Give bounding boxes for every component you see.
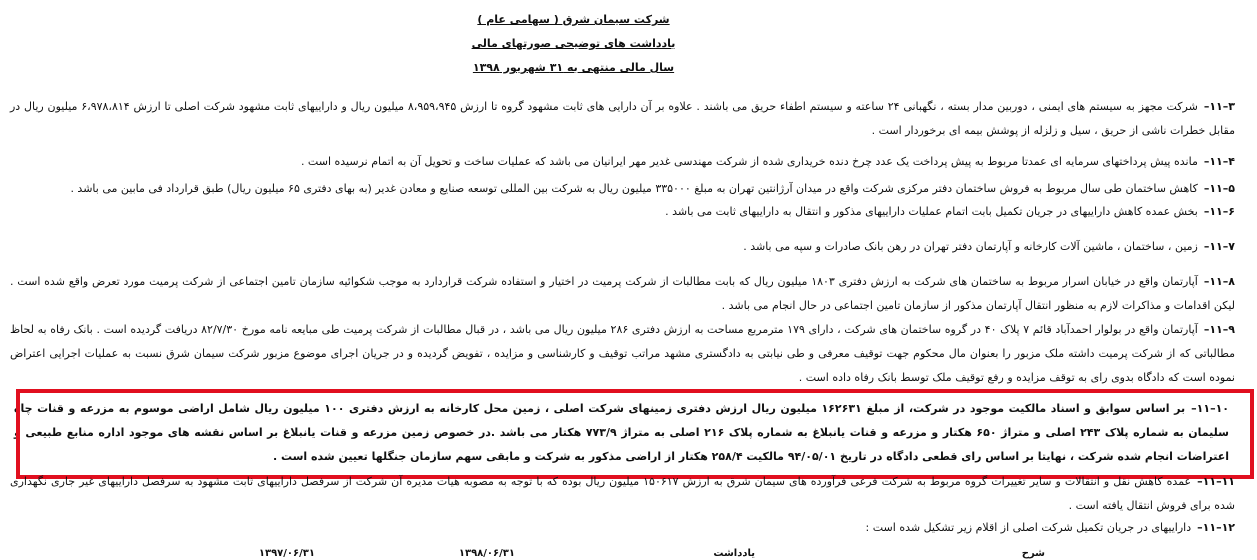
note-text: بر اساس سوابق و اسناد مالکیت موجود در شرکت، از مبلغ ۱۶۲۶۳۱ میلیون ریال ارزش دفتری زمینهای شرکت اصلی ، زمین محل کارخانه به ارزش دفتری ۱۰۰ میلیون ریال شامل اراضی موسوم به مزرعه و قنات چاه سلیمان به شماره پلاک ۲۴۳ اصلی و متراژ ۶۵۰ هکتار و مزرعه و قنات یانبلاغ به شماره پلاک ۲۱۶ اصلی به متراژ ۷۷۳/۹ هکتار می باشد .در خصوص زمین مزرعه و قنات یانبلاغ بر اساس نقشه های موجود اداره منابع طبیعی و اعتراضات انجام شده شرکت ، نهایتا بر اساس رای قطعی دادگاه در تاریخ ۹۴/۰۵/۰۱ مالکیت ۲۵۸/۴ هکتار از اراضی مذکور به شرکت و مابقی سهم سازمان جنگلها تعیین شده است . [14, 402, 1229, 463]
note-number: ۵–۱۱– [1203, 182, 1235, 195]
document-title: یادداشت های توضیحی صورتهای مالی [471, 37, 676, 50]
fiscal-period: سال مالی منتهی به ۳۱ شهریور ۱۳۹۸ [472, 61, 675, 74]
note-number: ۱۲–۱۱– [1197, 521, 1235, 534]
note-11-4 [10, 150, 1235, 174]
company-name: شرکت سیمان شرق ( سهامی عام ) [477, 13, 670, 26]
note-number: ۸–۱۱– [1203, 275, 1235, 288]
col-1397: ۱۳۹۷/۰۶/۳۱ [258, 548, 315, 559]
note-text: عمده کاهش نقل و انتقالات و سایر تغییرات گروه مربوط به شرکت فرعی فرآورده های سیمان شرق به ارزش ۱۵۰۶۱۷ میلیون ریال بوده که با توجه به مصوبه هیات مدیره آن شرکت از سرفصل داراییهای ثابت مشهود به سرفصل داراییهای غیر جاری نگهداری شده برای فروش انتقال یافته است . [10, 475, 1235, 512]
note-text: آپارتمان واقع در بولوار احمدآباد قائم ۷ پلاک ۴۰ در گروه ساختمان های شرکت ، دارای ۱۷۹ مترمربع مساحت به ارزش دفتری ۲۸۶ میلیون ریال می باشد ، در قبال مطالبات از شرکت پرمیت طی مبایعه نامه مورخ ۸۲/۷/۳۰ دریافت گردیده است . بانک رفاه به لحاظ مطالباتی که از شرکت پرمیت داشته ملک مزبور را بعنوان مال محکوم جهت توقیف معرفی و طی نیابتی به دادگستری مشهد مراتب توقیف و کارشناسی و مزایده ، تفویض گردیده و در جریان اجرای موضوع مزبور شرکت سیمان شرق نسبت به عملیات اجرایی اعتراض نموده است که دادگاه بدوی رای به توقف مزایده و رفع توقیف ملک توسط بانک رفاه داده است . [10, 323, 1235, 384]
note-11-11 [10, 470, 1235, 518]
note-number: ۴–۱۱– [1203, 155, 1235, 168]
col-note: یادداشت [713, 548, 755, 559]
note-11-7 [10, 235, 1235, 259]
note-11-8 [10, 270, 1235, 318]
note-text: داراییهای در جریان تکمیل شرکت اصلی از اقلام زیر تشکیل شده است : [865, 521, 1192, 534]
note-text: آپارتمان واقع در خیابان اسرار مربوط به ساختمان های شرکت به ارزش دفتری ۱۸۰۳ میلیون ریال که بابت مطالبات از شرکت پرمیت در اختیار و استفاده شرکت قراردارد به موجب شکوائیه سازمان تامین اجتماعی از شرکت پرمیت مورد تعرض واقع شده است . لیکن اقدامات و مذاکرات لازم به منظور انتقال آپارتمان مذکور از سازمان تامین اجتماعی در حال انجام می باشد . [10, 275, 1235, 312]
note-text: مانده پیش پرداختهای سرمایه ای عمدتا مربوط به پیش پرداخت یک عدد چرخ دنده خریداری شده از شرکت مهندسی غدیر مهر ایرانیان می باشد که عملیات ساخت و تحویل آن به اتمام نرسیده است . [300, 155, 1198, 168]
note-11-6 [10, 200, 1235, 224]
note-11-9 [10, 318, 1235, 390]
note-text: شرکت مجهز به سیستم های ایمنی ، دوربین مدار بسته ، نگهبانی ۲۴ ساعته و سیستم اطفاء حریق می باشند . علاوه بر آن دارایی های ثابت مشهود گروه تا ارزش ۸،۹۵۹،۹۴۵ میلیون ریال و داراییهای ثابت مشهود شرکت اصلی تا ارزش ۶،۹۷۸،۸۱۴ میلیون ریال در مقابل خطرات ناشی از حریق ، سیل و زلزله از پوشش بیمه ای برخوردار است . [10, 100, 1235, 137]
note-text: کاهش ساختمان طی سال مربوط به فروش ساختمان دفتر مرکزی شرکت واقع در میدان آرژانتین تهران به مبلغ ۳۳۵۰۰۰ میلیون ریال به شرکت بین المللی توسعه صنایع و معادن غدیر (به بهای دفتری ۶۵ میلیون ریال) طبق قرارداد فی مابین می باشد . [70, 182, 1198, 195]
col-1398: ۱۳۹۸/۰۶/۳۱ [458, 548, 515, 559]
document-header [0, 8, 1257, 80]
note-number: ۱۱–۱۱– [1197, 475, 1235, 488]
table-header-row [10, 546, 1235, 560]
note-11-3 [10, 95, 1235, 143]
note-number: ۶–۱۱– [1203, 205, 1235, 218]
note-11-10 [14, 397, 1229, 469]
note-11-12 [10, 516, 1235, 540]
note-number: ۳–۱۱– [1203, 100, 1235, 113]
note-number: ۷–۱۱– [1203, 240, 1235, 253]
note-11-5 [10, 177, 1235, 201]
note-text: بخش عمده کاهش داراییهای در جریان تکمیل بابت اتمام عملیات داراییهای مذکور و انتقال به داراییهای ثابت می باشد . [665, 205, 1198, 218]
note-number: ۱۰–۱۱– [1191, 402, 1229, 415]
col-description: شرح [1021, 548, 1045, 559]
note-number: ۹–۱۱– [1203, 323, 1235, 336]
note-text: زمین ، ساختمان ، ماشین آلات کارخانه و آپارتمان دفتر تهران در رهن بانک صادرات و سپه می باشد . [743, 240, 1198, 253]
